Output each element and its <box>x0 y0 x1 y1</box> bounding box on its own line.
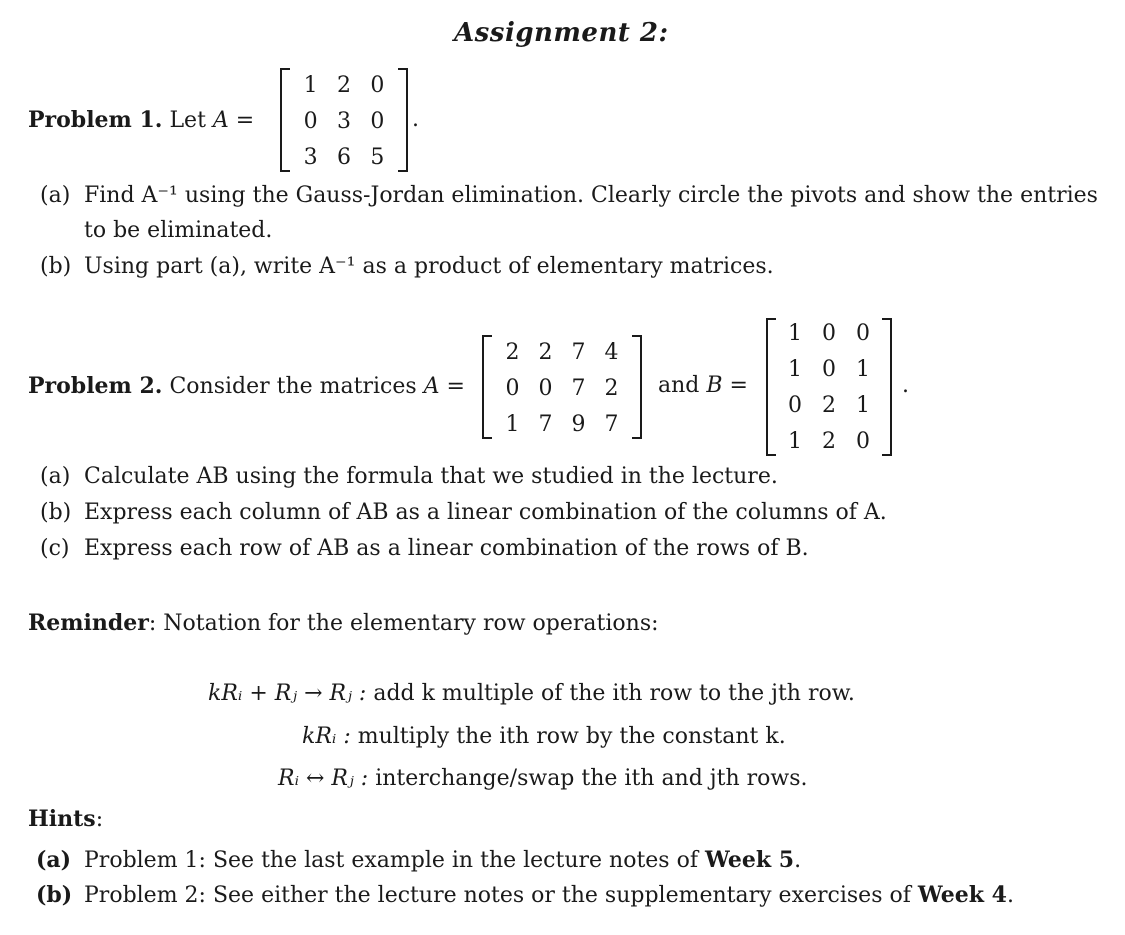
problem1-eq: = <box>228 108 255 133</box>
problem2-item-c <box>40 535 809 563</box>
hint-item-a <box>36 846 801 875</box>
matrix-cell: 2 <box>336 73 351 98</box>
problem1-item-a <box>40 182 1098 210</box>
matrix-cell: 0 <box>822 357 836 382</box>
item-label: (b) <box>40 500 72 525</box>
matrix-cell: 4 <box>604 340 619 365</box>
problem2-eq-b: = <box>722 373 748 398</box>
problem2-item-a <box>40 463 778 491</box>
item-text: Using part (a), write A⁻¹ as a product of elementary matrices. <box>84 254 774 279</box>
matrix-cell: 0 <box>856 429 870 454</box>
problem2-eq-a: = <box>439 374 465 399</box>
matrix-cell: 0 <box>538 376 553 401</box>
item-text: Problem 1: See the last example in the lecture notes of <box>84 848 705 873</box>
problem1-lead: Let <box>162 108 213 133</box>
matrix-cell: 5 <box>370 145 385 170</box>
problem1-end: . <box>412 107 419 132</box>
matrix-cell: 7 <box>604 412 619 437</box>
op-math: kRᵢ : <box>302 724 351 749</box>
op-math: Rᵢ ↔ Rⱼ : <box>278 766 369 791</box>
problem2-var-b: B <box>706 373 723 398</box>
item-label: (a) <box>40 183 71 208</box>
item-bold: Week 4 <box>917 882 1007 908</box>
matrix-cell: 9 <box>571 412 586 437</box>
item-text: Express each column of AB as a linear combination of the columns of A. <box>84 500 887 525</box>
op-desc: multiply the ith row by the constant k. <box>350 724 786 749</box>
item-label: (a) <box>36 847 72 873</box>
matrix-cell: 7 <box>538 412 553 437</box>
item-label: (b) <box>36 882 73 908</box>
item-text: Find A⁻¹ using the Gauss-Jordan elimination. Clearly circle the pivots and show the entries <box>84 183 1098 208</box>
problem1-matrix <box>280 68 408 172</box>
reminder-op-3 <box>278 765 808 793</box>
problem2-item-b <box>40 499 887 527</box>
matrix-cell: 1 <box>788 429 802 454</box>
problem1-item-b <box>40 253 774 281</box>
problem2-and-word: and <box>658 373 707 398</box>
matrix-cell: 0 <box>370 73 385 98</box>
matrix-cell: 2 <box>538 340 553 365</box>
reminder-op-2 <box>302 723 786 751</box>
matrix-cell: 7 <box>571 376 586 401</box>
matrix-cell: 1 <box>788 321 802 346</box>
item-text: Express each row of AB as a linear combination of the rows of B. <box>84 536 809 561</box>
matrix-cell: 1 <box>303 73 318 98</box>
item-text: Problem 2: See either the lecture notes or the supplementary exercises of <box>84 883 918 908</box>
item-text: Calculate AB using the formula that we studied in the lecture. <box>84 464 778 489</box>
matrix-cell: 1 <box>856 393 870 418</box>
matrix-cell: 3 <box>303 145 318 170</box>
item-label: (b) <box>40 254 72 279</box>
reminder-heading <box>28 609 659 638</box>
matrix-cell: 1 <box>856 357 870 382</box>
item-end: . <box>1006 883 1014 908</box>
item-label: (a) <box>40 464 71 489</box>
matrix-cell: 0 <box>370 109 385 134</box>
matrix-cell: 1 <box>788 357 802 382</box>
problem1-item-a-cont: to be eliminated. <box>84 218 273 243</box>
reminder-text: : Notation for the elementary row operations: <box>148 611 659 636</box>
hints-label: Hints <box>28 806 96 832</box>
reminder-label: Reminder <box>28 610 149 636</box>
matrix-cell: 0 <box>788 393 802 418</box>
matrix-cell: 0 <box>505 376 520 401</box>
matrix-cell: 6 <box>336 145 351 170</box>
item-bold: Week 5 <box>704 847 795 873</box>
problem2-heading <box>28 372 465 401</box>
reminder-op-1 <box>208 680 855 708</box>
op-desc: add k multiple of the ith row to the jth row. <box>366 681 855 706</box>
matrix-cell: 7 <box>571 340 586 365</box>
matrix-cell: 0 <box>856 321 870 346</box>
matrix-cell: 0 <box>303 109 318 134</box>
problem2-matrix-a <box>482 335 642 439</box>
op-math: kRᵢ + Rⱼ → Rⱼ : <box>208 681 367 706</box>
matrix-cell: 2 <box>604 376 619 401</box>
page-title: Assignment 2: <box>454 18 669 48</box>
problem2-lead: Consider the matrices <box>162 374 424 399</box>
item-label: (c) <box>40 536 70 561</box>
matrix-cell: 1 <box>505 412 520 437</box>
matrix-cell: 2 <box>822 393 836 418</box>
problem2-var-a: A <box>423 374 440 399</box>
matrix-cell: 2 <box>505 340 520 365</box>
matrix-cell: 0 <box>822 321 836 346</box>
matrix-cell: 2 <box>822 429 836 454</box>
hints-colon: : <box>95 807 104 832</box>
problem2-end: . <box>902 373 909 398</box>
problem1-label: Problem 1. <box>28 107 163 133</box>
hint-item-b <box>36 881 1014 910</box>
problem2-label: Problem 2. <box>28 373 163 399</box>
problem1-var: A <box>212 108 229 133</box>
problem2-matrix-b <box>766 318 892 456</box>
hints-heading <box>28 805 103 834</box>
op-desc: interchange/swap the ith and jth rows. <box>368 766 808 791</box>
problem1-heading <box>28 106 254 135</box>
matrix-cell: 3 <box>336 109 351 134</box>
item-end: . <box>794 848 802 873</box>
problem2-and <box>658 372 748 400</box>
